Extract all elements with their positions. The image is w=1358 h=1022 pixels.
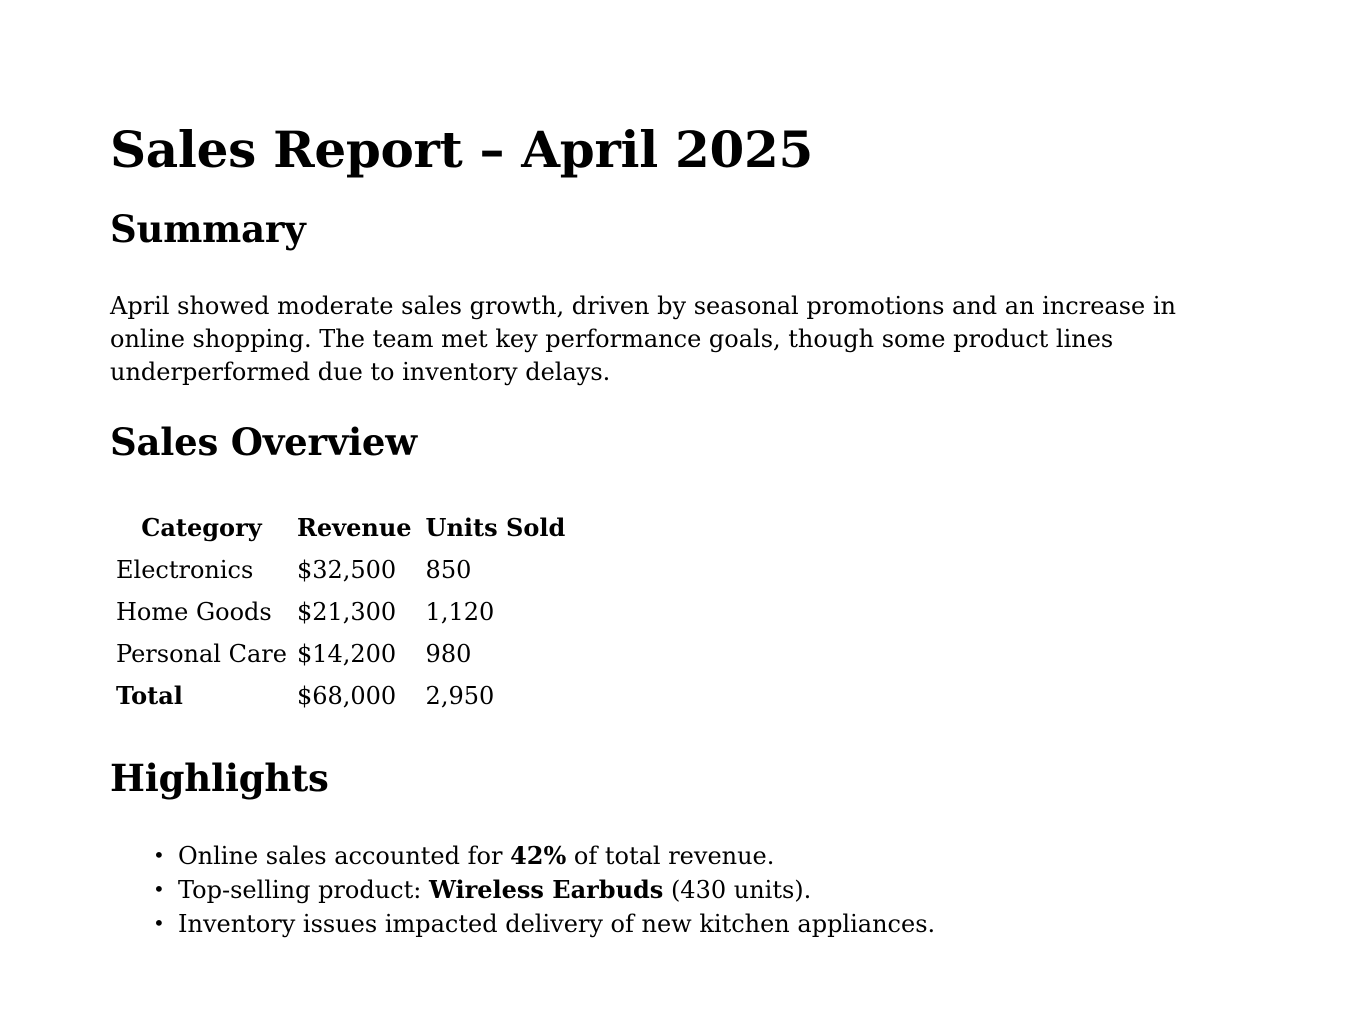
highlight-text: Inventory issues impacted delivery of new kitchen appliances. (178, 910, 936, 938)
cell-category: Home Goods (116, 598, 272, 626)
table-header-row (116, 509, 569, 547)
cell-category: Electronics (116, 556, 254, 584)
table-row (116, 593, 569, 631)
cell-revenue: $14,200 (296, 640, 397, 668)
column-header-category: Category (141, 513, 262, 542)
column-header-units-sold: Units Sold (425, 513, 566, 542)
summary-paragraph: April showed moderate sales growth, driven by seasonal promotions and an increase in online shopping. The team met key performance goals, though some product lines underperformed due to inventory delays. (110, 292, 1177, 386)
bullet-icon: • (153, 877, 165, 901)
cell-units: 980 (425, 640, 472, 668)
bullet-icon: • (153, 843, 165, 867)
cell-revenue-total: $68,000 (296, 682, 397, 710)
summary-heading: Summary (110, 207, 306, 251)
column-header-revenue: Revenue (296, 513, 412, 542)
cell-category: Personal Care (116, 640, 287, 668)
list-item (153, 839, 1358, 873)
sales-overview-table (110, 505, 575, 719)
cell-units: 1,120 (425, 598, 495, 626)
cell-revenue: $21,300 (296, 598, 397, 626)
highlight-emphasis: Wireless Earbuds (428, 875, 664, 904)
cell-units-total: 2,950 (425, 682, 495, 710)
highlights-list (110, 839, 1358, 941)
list-item (153, 907, 1358, 941)
highlight-text-end: of total revenue. (566, 842, 775, 870)
highlight-text: Online sales accounted for (178, 842, 511, 870)
table-total-row (116, 677, 569, 715)
list-item (153, 873, 1358, 907)
page-title: Sales Report – April 2025 (110, 120, 813, 179)
highlight-text: Top-selling product: (178, 876, 429, 904)
bullet-icon: • (153, 911, 165, 935)
table-row (116, 551, 569, 589)
cell-units: 850 (425, 556, 472, 584)
cell-revenue: $32,500 (296, 556, 397, 584)
cell-category-total: Total (116, 681, 183, 710)
sales-overview-heading: Sales Overview (110, 420, 417, 464)
highlight-emphasis: 42% (510, 841, 567, 870)
highlights-heading: Highlights (110, 756, 329, 800)
highlight-text-end: (430 units). (663, 876, 812, 904)
table-row (116, 635, 569, 673)
